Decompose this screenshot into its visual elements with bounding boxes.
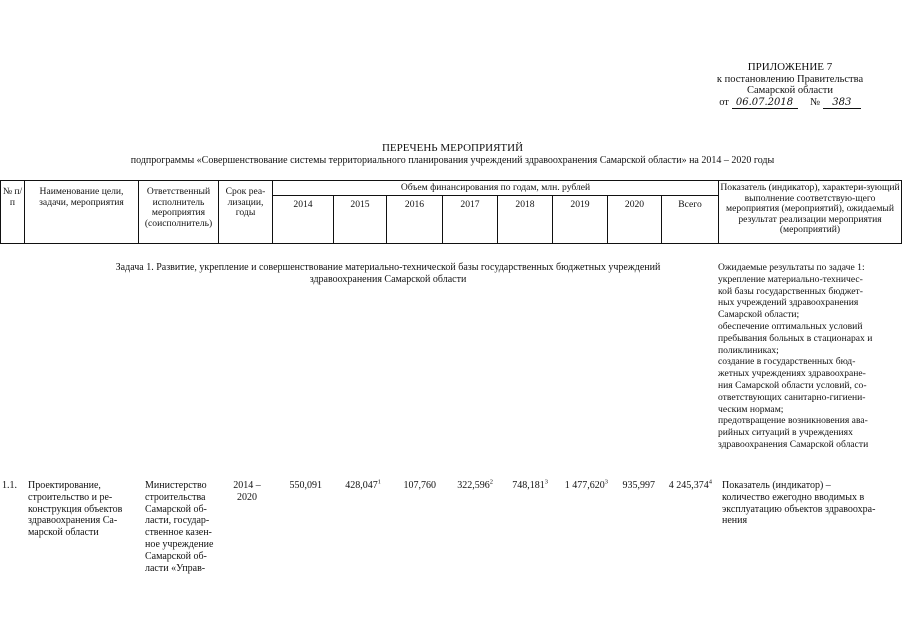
result-line: ния Самарской области условий, со- [718, 379, 867, 391]
name-line: строительство и ре- [28, 491, 113, 503]
term-line: 2020 [237, 491, 257, 503]
row-1-1-indicator [722, 480, 902, 527]
appendix-block [700, 62, 880, 109]
row-1-1-name [28, 480, 136, 539]
header-num: № п/п [2, 186, 23, 208]
header-year-2015: 2015 [350, 199, 370, 210]
value-text: 550,091 [289, 480, 322, 491]
result-line: Ожидаемые результаты по задаче 1: [718, 262, 865, 273]
header-executor: Ответственный исполнитель мероприятия (соисполнитель) [144, 186, 213, 229]
header-year-2019: 2019 [570, 199, 590, 210]
appendix-line-1: к постановлению Правительства [716, 73, 864, 85]
row-1-1-value-2014 [276, 480, 322, 492]
date-prefix: от [719, 96, 729, 108]
header-year-2014: 2014 [293, 199, 313, 210]
handwritten-number: 383 [823, 97, 861, 110]
appendix-title: ПРИЛОЖЕНИЕ 7 [747, 61, 833, 73]
row-1-1-value-2017 [443, 480, 493, 492]
row-1-1-term [224, 480, 270, 504]
executor-line: ственное казен- [145, 527, 212, 539]
row-1-1-num: 1.1. [2, 480, 17, 491]
result-line: создание в государственных бюд- [718, 356, 856, 368]
row-1-1-executor [145, 480, 219, 574]
header-year-2020: 2020 [624, 199, 645, 210]
header-term: Срок реа-лизации, годы [225, 186, 266, 218]
value-text: 107,760 [403, 480, 436, 491]
name-line: Проектирование, [28, 480, 101, 491]
header-total: Всего [678, 199, 702, 210]
footnote-mark: 2 [489, 478, 493, 486]
executor-line: ласти «Управ- [145, 562, 206, 574]
term-line: 2014 – [233, 480, 261, 491]
row-1-1-value-2015 [334, 480, 381, 492]
result-line: обеспечение оптимальных условий [718, 320, 863, 332]
footnote-mark: 3 [544, 478, 548, 486]
header-name: Наименование цели, задачи, мероприятия [39, 186, 124, 208]
indicator-line: Показатель (индикатор) – [722, 480, 831, 491]
footnote-mark: 4 [708, 478, 712, 486]
result-line: кой базы государственных бюджет- [718, 285, 863, 297]
result-line: жетных учреждениях здравоохране- [718, 368, 866, 380]
result-line: укрепление материально-техничес- [718, 273, 863, 285]
executor-line: ное учреждение [145, 538, 214, 550]
appendix-line-2: Самарской области [747, 85, 833, 96]
header-year-2018: 2018 [515, 199, 535, 210]
indicator-line: нения [722, 515, 748, 527]
footnote-mark: 1 [377, 478, 381, 486]
table-header [0, 180, 902, 244]
value-text: 935,997 [622, 480, 655, 491]
task-1-line-2: здравоохранения Самарской области [309, 273, 467, 285]
result-line: ответствующих санитарно-гигиени- [718, 391, 866, 403]
expected-results [718, 262, 902, 451]
value-text: 322,596 [457, 480, 490, 491]
handwritten-date: 06.07.2018 [732, 97, 798, 110]
executor-line: ласти, государ- [145, 515, 210, 527]
row-1-1-value-2019 [552, 480, 608, 492]
document-title: ПЕРЕЧЕНЬ МЕРОПРИЯТИЙ [381, 142, 524, 154]
executor-line: Министерство [145, 480, 207, 491]
header-indicator: Показатель (индикатор), характери-зующий выполнение соответствую-щего мероприятия (мероприятий), ожидаемый результат реализации мероприятия (мероприятий) [720, 182, 900, 235]
header-funding: Объем финансирования по годам, млн. рублей [400, 182, 591, 193]
header-year-2016: 2016 [404, 199, 425, 210]
name-line: здравоохранения Са- [28, 515, 118, 527]
row-1-1-value-total [660, 480, 712, 492]
row-1-1-value-2016 [390, 480, 436, 492]
result-line: здравоохранения Самарской области [718, 438, 869, 450]
task-1-heading [70, 262, 706, 285]
footnote-mark: 3 [604, 478, 608, 486]
result-line: рийных ситуаций в учреждениях [718, 427, 853, 439]
task-1-line-1: Задача 1. Развитие, укрепление и совершенствование материально-технической базы государственных бюджетных учреждений [115, 262, 661, 273]
executor-line: Самарской об- [145, 550, 207, 562]
result-line: ческим нормам; [718, 403, 784, 415]
document-subtitle: подпрограммы «Совершенствование системы территориального планирования учреждений здравоохранения Самарской области» на 2014 – 2020 годы [130, 155, 775, 166]
indicator-line: эксплуатацию объектов здравоохра- [722, 503, 876, 515]
result-line: поликлиниках; [718, 344, 779, 356]
header-year-2017: 2017 [460, 199, 480, 210]
result-line: ных учреждений здравоохранения [718, 297, 859, 309]
result-line: предотвращение возникновения ава- [718, 415, 868, 427]
row-1-1-value-2018 [497, 480, 548, 492]
executor-line: Самарской об- [145, 503, 207, 515]
executor-line: строительства [145, 491, 206, 503]
value-text: 4 245,374 [668, 480, 709, 491]
row-1-1-value-2020 [610, 480, 655, 492]
appendix-date-line [700, 97, 880, 110]
number-prefix: № [810, 96, 821, 108]
value-text: 1 477,620 [564, 480, 605, 491]
indicator-line: количество ежегодно вводимых в [722, 491, 865, 503]
value-text: 428,047 [345, 480, 378, 491]
value-text: 748,181 [512, 480, 545, 491]
name-line: конструкция объектов [28, 503, 123, 515]
name-line: марской области [28, 527, 99, 539]
result-line: пребывания больных в стационарах и [718, 332, 873, 344]
result-line: Самарской области; [718, 309, 800, 321]
